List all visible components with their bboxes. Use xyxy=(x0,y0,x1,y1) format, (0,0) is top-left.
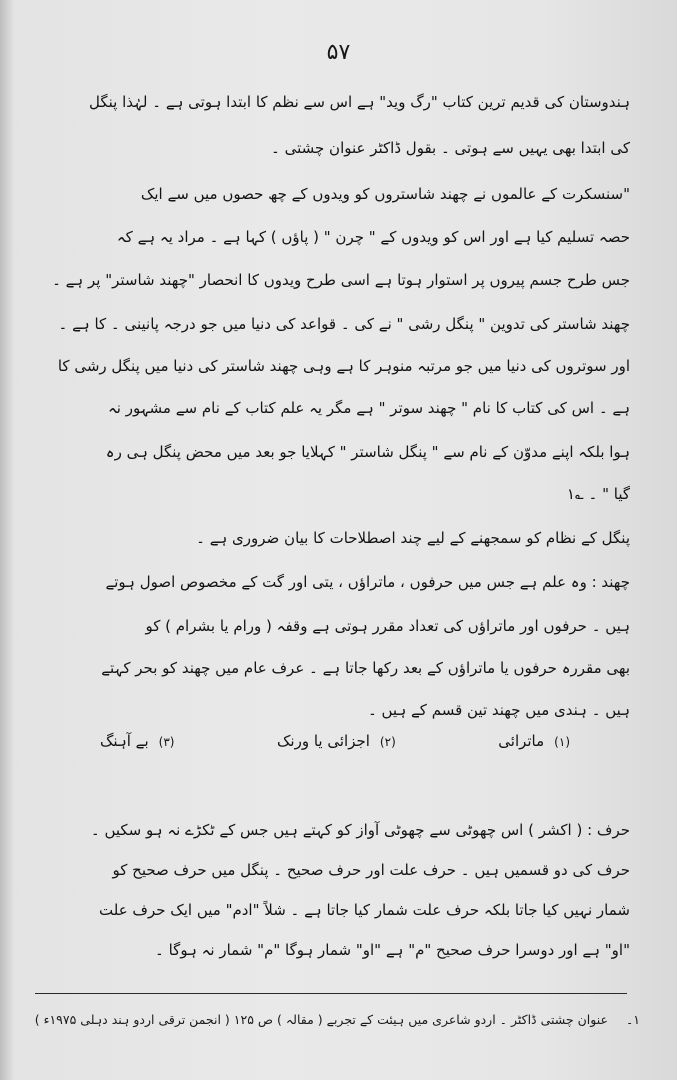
body-line: چھند : وہ علم ہے جس میں حرفوں ، ماتراؤں ، یتی اور گت کے مخصوص اصول ہوتے xyxy=(105,573,630,591)
body-line: ہیں ۔ ہندی میں چھند تین قسم کے ہیں ۔ xyxy=(367,701,630,719)
footnote-divider xyxy=(35,993,627,994)
chhand-type-number: (۲) xyxy=(379,735,396,749)
body-line: ہندوستان کی قدیم ترین کتاب "رگ وید" ہے اس سے نظم کا ابتدا ہوتی ہے ۔ لہٰذا پنگل xyxy=(88,93,630,111)
chhand-type-number: (۳) xyxy=(158,735,175,749)
body-line: گیا " ۔ ؎۱ xyxy=(566,485,630,503)
chhand-type-item xyxy=(100,732,174,760)
body-line: اور سوتروں کی دنیا میں جو مرتبہ منوہر کا ہے وہی چھند شاستر کی دنیا میں پنگل رشی کا xyxy=(57,357,630,375)
harf-section xyxy=(40,818,630,978)
body-line: ہوا بلکہ اپنے مدوّن کے نام سے " پنگل شاستر " کہلایا جو بعد میں محض پنگل ہی رہ xyxy=(105,443,630,461)
body-line: حصہ تسلیم کیا ہے اور اس کو ویدوں کے " چرن " ( پاؤں ) کہا ہے ۔ مراد یہ ہے کہ xyxy=(116,228,630,246)
body-line: حرف : ( اکشر ) اس چھوٹی سے چھوٹی آواز کو کہتے ہیں جس کے ٹکڑے نہ ہو سکیں ۔ xyxy=(90,821,630,839)
body-line: "سنسکرت کے عالموں نے چھند شاستروں کو ویدوں کے چھ حصوں میں سے ایک xyxy=(140,185,630,203)
body-line: جس طرح جسم پیروں پر استوار ہوتا ہے اسی طرح ویدوں کا انحصار "چھند شاستر" پر ہے ۔ xyxy=(52,271,630,289)
body-line: کی ابتدا بھی یہیں سے ہوتی ۔ بقول ڈاکٹر عنوان چشتی ۔ xyxy=(271,139,630,157)
body-line: حرف کی دو قسمیں ہیں ۔ حرف علت اور حرف صحیح ۔ پنگل میں حرف صحیح کو xyxy=(112,861,630,879)
chhand-type-label: ماترائی xyxy=(498,732,545,750)
footnote xyxy=(30,1012,640,1027)
chhand-types-list xyxy=(100,732,570,760)
chhand-type-label: اجزائی یا ورنک xyxy=(276,732,370,750)
body-line: پنگل کے نظام کو سمجھنے کے لیے چند اصطلاحات کا بیان ضروری ہے ۔ xyxy=(196,529,630,547)
chhand-type-item xyxy=(498,732,570,760)
chhand-type-number: (۱) xyxy=(554,735,570,749)
body-line: چھند شاستر کی تدوین " پنگل رشی " نے کی ۔ قواعد کی دنیا میں جو درجہ پانینی ۔ کا ہے ۔ xyxy=(58,315,630,333)
page-number: ۵۷ xyxy=(326,40,351,65)
footnote-marker: ۱۔ xyxy=(625,1012,640,1027)
chhand-type-item xyxy=(277,732,396,760)
footnote-text: عنوان چشتی ڈاکٹر ۔ اردو شاعری میں ہیئت کے تجربے ( مقالہ ) ص ۱۲۵ ( انجمن ترقی اردو ہند دہلی ۱۹۷۵ء ) xyxy=(34,1012,608,1027)
body-line: "او" ہے اور دوسرا حرف صحیح "م" ہے "او" شمار ہوگا "م" شمار نہ ہوگا ۔ xyxy=(155,941,630,959)
body-line: بھی مقررہ حرفوں یا ماتراؤں کے بعد رکھا جاتا ہے ۔ عرف عام میں چھند کو بحر کہتے xyxy=(101,659,630,677)
body-line: ہیں ۔ حرفوں اور ماتراؤں کی تعداد مقرر ہوتی ہے وقفہ ( ورام یا بشرام ) کو xyxy=(145,617,630,635)
chhand-type-label: بے آہنگ xyxy=(100,732,149,750)
body-line: شمار نہیں کیا جاتا بلکہ حرف علت شمار کیا جاتا ہے ۔ شلاً "ادم" میں ایک حرف علت xyxy=(99,901,630,919)
body-text xyxy=(40,90,630,790)
body-line: ہے ۔ اس کی کتاب کا نام " چھند سوتر " ہے مگر یہ علم کتاب کے نام سے مشہور نہ xyxy=(108,399,630,417)
